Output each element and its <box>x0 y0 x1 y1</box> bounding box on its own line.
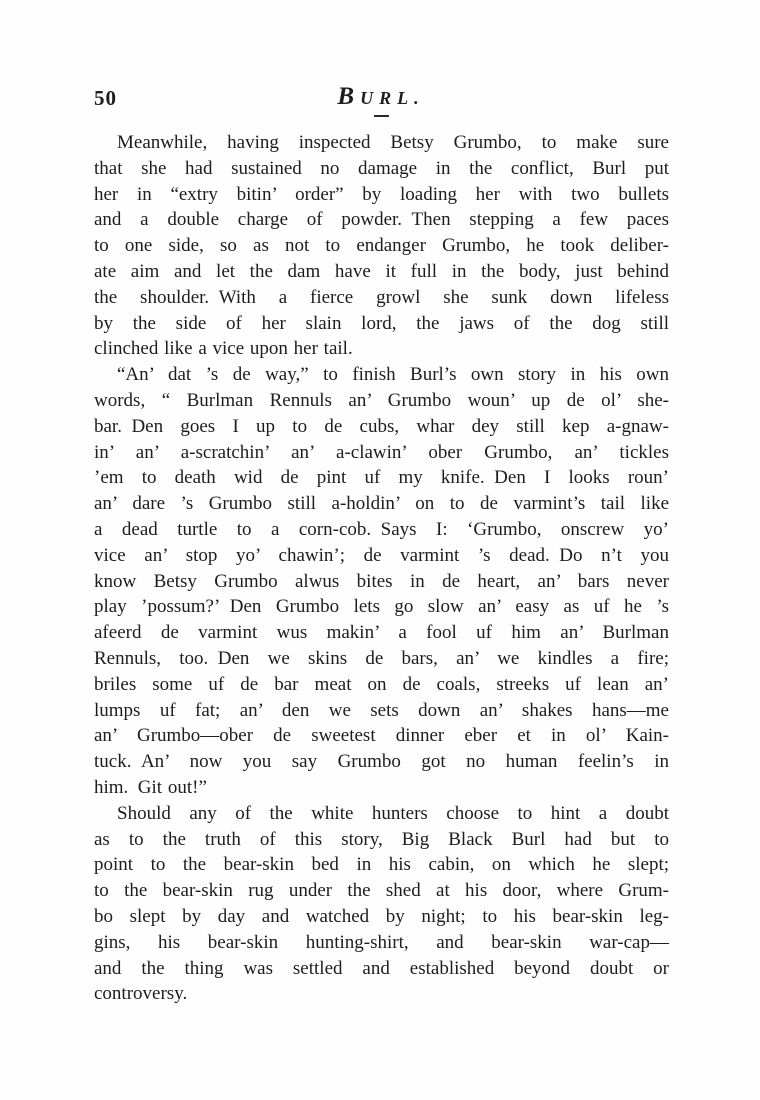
paragraph-1 <box>94 130 669 362</box>
text-line: Should any of the white hunters choose to hint a doubt <box>117 802 669 824</box>
page-header <box>94 84 668 128</box>
text-line: him. Git out!” <box>94 776 207 798</box>
text-line: to one side, so as not to endanger Grumbo, he took deliber- <box>94 235 669 257</box>
text-line: to the bear-skin rug under the shed at his door, where Grum- <box>94 880 669 902</box>
text-line: an’ Grumbo—ober de sweetest dinner eber et in ol’ Kain- <box>94 725 669 747</box>
text-line: bo slept by day and watched by night; to his bear-skin leg- <box>94 905 669 927</box>
page-number: 50 <box>94 86 117 110</box>
text-line: controversy. <box>94 983 188 1005</box>
text-line: point to the bear-skin bed in his cabin, on which he slept; <box>94 854 669 876</box>
text-line: Rennuls, too. Den we skins de bars, an’ we kindles a fire; <box>94 647 669 669</box>
text-line: bar. Den goes I up to de cubs, whar dey still kep a-gnaw- <box>94 415 669 437</box>
text-line: her in “extry bitin’ order” by loading her with two bullets <box>94 183 669 205</box>
text-line: by the side of her slain lord, the jaws of the dog still <box>94 312 669 334</box>
text-line: tuck. An’ now you say Grumbo got no human feelin’s in <box>94 751 669 773</box>
text-line: play ’possum?’ Den Grumbo lets go slow an’ easy as uf he ’s <box>94 596 669 618</box>
running-title-rest: URL. <box>360 88 425 108</box>
text-line: the shoulder. With a fierce growl she sunk down lifeless <box>94 286 669 308</box>
text-line: and the thing was settled and established beyond doubt or <box>94 957 669 979</box>
text-line: as to the truth of this story, Big Black Burl had but to <box>94 828 669 850</box>
title-rule <box>374 115 389 117</box>
text-line: briles some uf de bar meat on de coals, streeks uf lean an’ <box>94 673 669 695</box>
text-line: ’em to death wid de pint uf my knife. Den I looks roun’ <box>94 467 669 489</box>
text-line: that she had sustained no damage in the conflict, Burl put <box>94 157 669 179</box>
text-line: ate aim and let the dam have it full in the body, just behind <box>94 260 669 282</box>
text-line: “An’ dat ’s de way,” to finish Burl’s own story in his own <box>117 364 669 386</box>
page-text <box>94 130 669 1007</box>
running-title-initial: B <box>337 83 361 110</box>
text-line: in’ an’ a-scratchin’ an’ a-clawin’ ober Grumbo, an’ tickles <box>94 441 669 463</box>
text-line: lumps uf fat; an’ den we sets down an’ shakes hans—me <box>94 699 669 721</box>
running-title <box>94 84 668 113</box>
text-line: know Betsy Grumbo alwus bites in de heart, an’ bars never <box>94 570 669 592</box>
text-line: Meanwhile, having inspected Betsy Grumbo, to make sure <box>117 132 669 153</box>
text-line: words, “ Burlman Rennuls an’ Grumbo woun’ up de ol’ she- <box>94 389 669 411</box>
text-line: an’ dare ’s Grumbo still a-holdin’ on to de varmint’s tail like <box>94 493 669 515</box>
paragraph-3 <box>94 801 669 1007</box>
text-line: a dead turtle to a corn-cob. Says I: ‘Grumbo, onscrew yo’ <box>94 518 669 540</box>
text-line: vice an’ stop yo’ chawin’; de varmint ’s dead. Do n’t you <box>94 544 669 566</box>
text-line: afeerd de varmint wus makin’ a fool uf him an’ Burlman <box>94 622 669 644</box>
text-line: gins, his bear-skin hunting-shirt, and bear-skin war-cap— <box>94 931 669 953</box>
text-line: clinched like a vice upon her tail. <box>94 338 353 360</box>
paragraph-2 <box>94 362 669 801</box>
text-line: and a double charge of powder. Then stepping a few paces <box>94 209 669 231</box>
